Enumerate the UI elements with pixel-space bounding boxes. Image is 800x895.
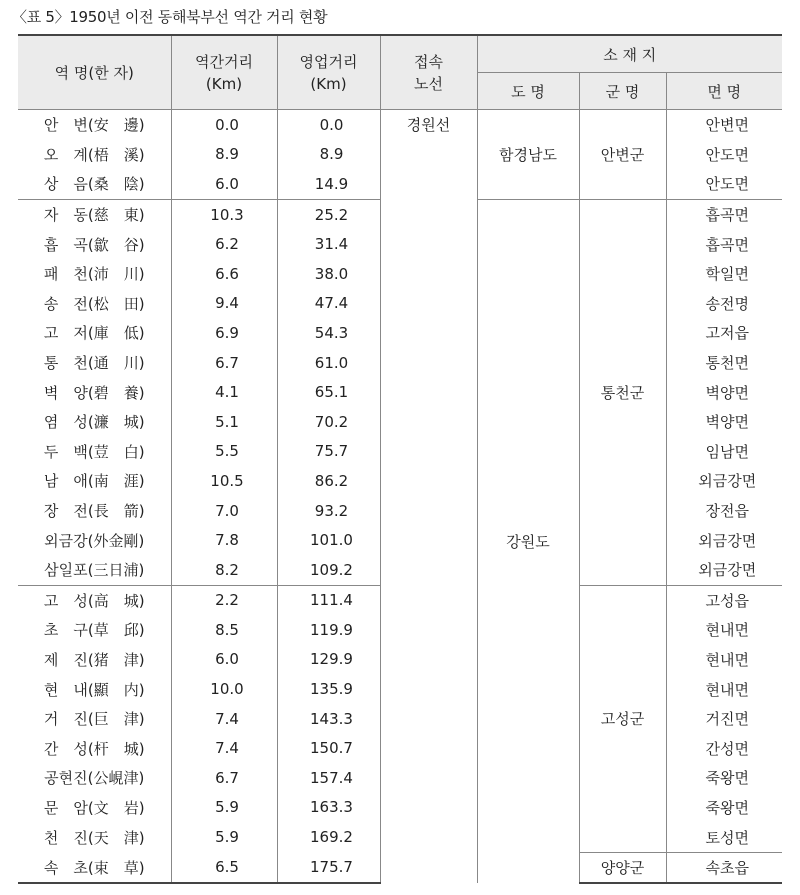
county-cell: 고성군 <box>579 585 666 852</box>
business-distance-cell: 175.7 <box>277 852 380 883</box>
business-distance-cell: 163.3 <box>277 793 380 823</box>
business-distance-cell: 47.4 <box>277 289 380 319</box>
business-distance-cell: 109.2 <box>277 555 380 585</box>
interval-distance-cell: 7.0 <box>171 496 277 526</box>
province-cell: 함경남도 <box>477 110 579 200</box>
header-connect-line1: 접속 <box>414 52 443 71</box>
county-cell: 양양군 <box>579 852 666 883</box>
header-county: 군 명 <box>579 73 666 110</box>
interval-distance-cell: 5.9 <box>171 822 277 852</box>
township-cell: 흡곡면 <box>666 229 782 259</box>
township-cell: 고저읍 <box>666 318 782 348</box>
township-cell: 안도면 <box>666 169 782 199</box>
table-body <box>18 110 782 884</box>
station-name-cell: 염 성(濂 城) <box>18 407 171 437</box>
interval-distance-cell: 7.4 <box>171 733 277 763</box>
business-distance-cell: 169.2 <box>277 822 380 852</box>
header-station: 역 명(한 자) <box>18 35 171 110</box>
station-name-cell: 고 저(庫 低) <box>18 318 171 348</box>
township-cell: 고성읍 <box>666 585 782 615</box>
station-name-cell: 벽 양(碧 養) <box>18 377 171 407</box>
interval-distance-cell: 6.5 <box>171 852 277 883</box>
business-distance-cell: 0.0 <box>277 110 380 140</box>
business-distance-cell: 129.9 <box>277 645 380 675</box>
station-name-cell: 문 암(文 岩) <box>18 793 171 823</box>
header-interval <box>171 35 277 110</box>
township-cell: 임남면 <box>666 437 782 467</box>
business-distance-cell: 143.3 <box>277 704 380 734</box>
business-distance-cell: 101.0 <box>277 525 380 555</box>
interval-distance-cell: 10.5 <box>171 466 277 496</box>
business-distance-cell: 61.0 <box>277 348 380 378</box>
station-name-cell: 흡 곡(歙 谷) <box>18 229 171 259</box>
table-row <box>18 110 782 140</box>
interval-distance-cell: 6.6 <box>171 259 277 289</box>
station-name-cell: 송 전(松 田) <box>18 289 171 319</box>
interval-distance-cell: 6.9 <box>171 318 277 348</box>
business-distance-cell: 86.2 <box>277 466 380 496</box>
station-name-cell: 속 초(束 草) <box>18 852 171 883</box>
township-cell: 흡곡면 <box>666 199 782 229</box>
business-distance-cell: 14.9 <box>277 169 380 199</box>
header-connect <box>380 35 477 110</box>
township-cell: 통천면 <box>666 348 782 378</box>
township-cell: 현내면 <box>666 645 782 675</box>
business-distance-cell: 8.9 <box>277 140 380 170</box>
business-distance-cell: 65.1 <box>277 377 380 407</box>
township-cell: 외금강면 <box>666 555 782 585</box>
station-name-cell: 제 진(猪 津) <box>18 645 171 675</box>
township-cell: 외금강면 <box>666 525 782 555</box>
station-name-cell: 거 진(巨 津) <box>18 704 171 734</box>
township-cell: 간성면 <box>666 733 782 763</box>
business-distance-cell: 93.2 <box>277 496 380 526</box>
township-cell: 외금강면 <box>666 466 782 496</box>
interval-distance-cell: 5.5 <box>171 437 277 467</box>
station-name-cell: 자 동(慈 東) <box>18 199 171 229</box>
business-distance-cell: 157.4 <box>277 763 380 793</box>
interval-distance-cell: 6.0 <box>171 169 277 199</box>
table-caption: 〈표 5〉1950년 이전 동해북부선 역간 거리 현황 <box>12 8 328 26</box>
interval-distance-cell: 4.1 <box>171 377 277 407</box>
township-cell: 벽양면 <box>666 407 782 437</box>
header-interval-line1: 역간거리 <box>195 52 253 71</box>
interval-distance-cell: 8.9 <box>171 140 277 170</box>
interval-distance-cell: 8.2 <box>171 555 277 585</box>
header-business-line1: 영업거리 <box>299 52 358 71</box>
township-cell: 벽양면 <box>666 377 782 407</box>
business-distance-cell: 119.9 <box>277 615 380 645</box>
connect-line-cell: 경원선 <box>380 110 477 884</box>
header-location: 소 재 지 <box>477 35 782 73</box>
township-cell: 현내면 <box>666 674 782 704</box>
township-cell: 장전읍 <box>666 496 782 526</box>
header-business-line2: (Km) <box>310 74 347 93</box>
business-distance-cell: 111.4 <box>277 585 380 615</box>
station-name-cell: 간 성(杆 城) <box>18 733 171 763</box>
township-cell: 현내면 <box>666 615 782 645</box>
interval-distance-cell: 8.5 <box>171 615 277 645</box>
township-cell: 학일면 <box>666 259 782 289</box>
interval-distance-cell: 0.0 <box>171 110 277 140</box>
province-cell: 강원도 <box>477 199 579 883</box>
station-name-cell: 삼일포(三日浦) <box>18 555 171 585</box>
interval-distance-cell: 2.2 <box>171 585 277 615</box>
township-cell: 죽왕면 <box>666 763 782 793</box>
interval-distance-cell: 5.1 <box>171 407 277 437</box>
station-name-cell: 공현진(公峴津) <box>18 763 171 793</box>
header-township: 면 명 <box>666 73 782 110</box>
station-name-cell: 외금강(外金剛) <box>18 525 171 555</box>
interval-distance-cell: 6.0 <box>171 645 277 675</box>
station-name-cell: 오 계(梧 溪) <box>18 140 171 170</box>
interval-distance-cell: 9.4 <box>171 289 277 319</box>
township-cell: 죽왕면 <box>666 793 782 823</box>
station-name-cell: 남 애(南 涯) <box>18 466 171 496</box>
station-name-cell: 천 진(天 津) <box>18 822 171 852</box>
county-cell: 안변군 <box>579 110 666 200</box>
station-name-cell: 현 내(顯 内) <box>18 674 171 704</box>
business-distance-cell: 70.2 <box>277 407 380 437</box>
station-name-cell: 상 음(桑 陰) <box>18 169 171 199</box>
business-distance-cell: 54.3 <box>277 318 380 348</box>
interval-distance-cell: 7.4 <box>171 704 277 734</box>
header-interval-line2: (Km) <box>205 74 243 93</box>
interval-distance-cell: 6.7 <box>171 348 277 378</box>
station-name-cell: 장 전(長 箭) <box>18 496 171 526</box>
township-cell: 거진면 <box>666 704 782 734</box>
business-distance-cell: 75.7 <box>277 437 380 467</box>
township-cell: 송전명 <box>666 289 782 319</box>
interval-distance-cell: 6.7 <box>171 763 277 793</box>
township-cell: 속초읍 <box>666 852 782 883</box>
interval-distance-cell: 10.0 <box>171 674 277 704</box>
interval-distance-cell: 6.2 <box>171 229 277 259</box>
county-cell: 통천군 <box>579 199 666 585</box>
business-distance-cell: 135.9 <box>277 674 380 704</box>
interval-distance-cell: 10.3 <box>171 199 277 229</box>
station-name-cell: 두 백(荳 白) <box>18 437 171 467</box>
township-cell: 안변면 <box>666 110 782 140</box>
business-distance-cell: 150.7 <box>277 733 380 763</box>
station-distance-table <box>18 34 782 884</box>
township-cell: 안도면 <box>666 140 782 170</box>
header-connect-line2: 노선 <box>414 74 443 93</box>
station-name-cell: 고 성(高 城) <box>18 585 171 615</box>
business-distance-cell: 25.2 <box>277 199 380 229</box>
business-distance-cell: 38.0 <box>277 259 380 289</box>
township-cell: 토성면 <box>666 822 782 852</box>
station-name-cell: 통 천(通 川) <box>18 348 171 378</box>
station-name-cell: 초 구(草 邱) <box>18 615 171 645</box>
interval-distance-cell: 7.8 <box>171 525 277 555</box>
header-business <box>277 35 380 110</box>
header-province: 도 명 <box>477 73 579 110</box>
station-name-cell: 패 천(沛 川) <box>18 259 171 289</box>
interval-distance-cell: 5.9 <box>171 793 277 823</box>
station-name-cell: 안 변(安 邊) <box>18 110 171 140</box>
business-distance-cell: 31.4 <box>277 229 380 259</box>
